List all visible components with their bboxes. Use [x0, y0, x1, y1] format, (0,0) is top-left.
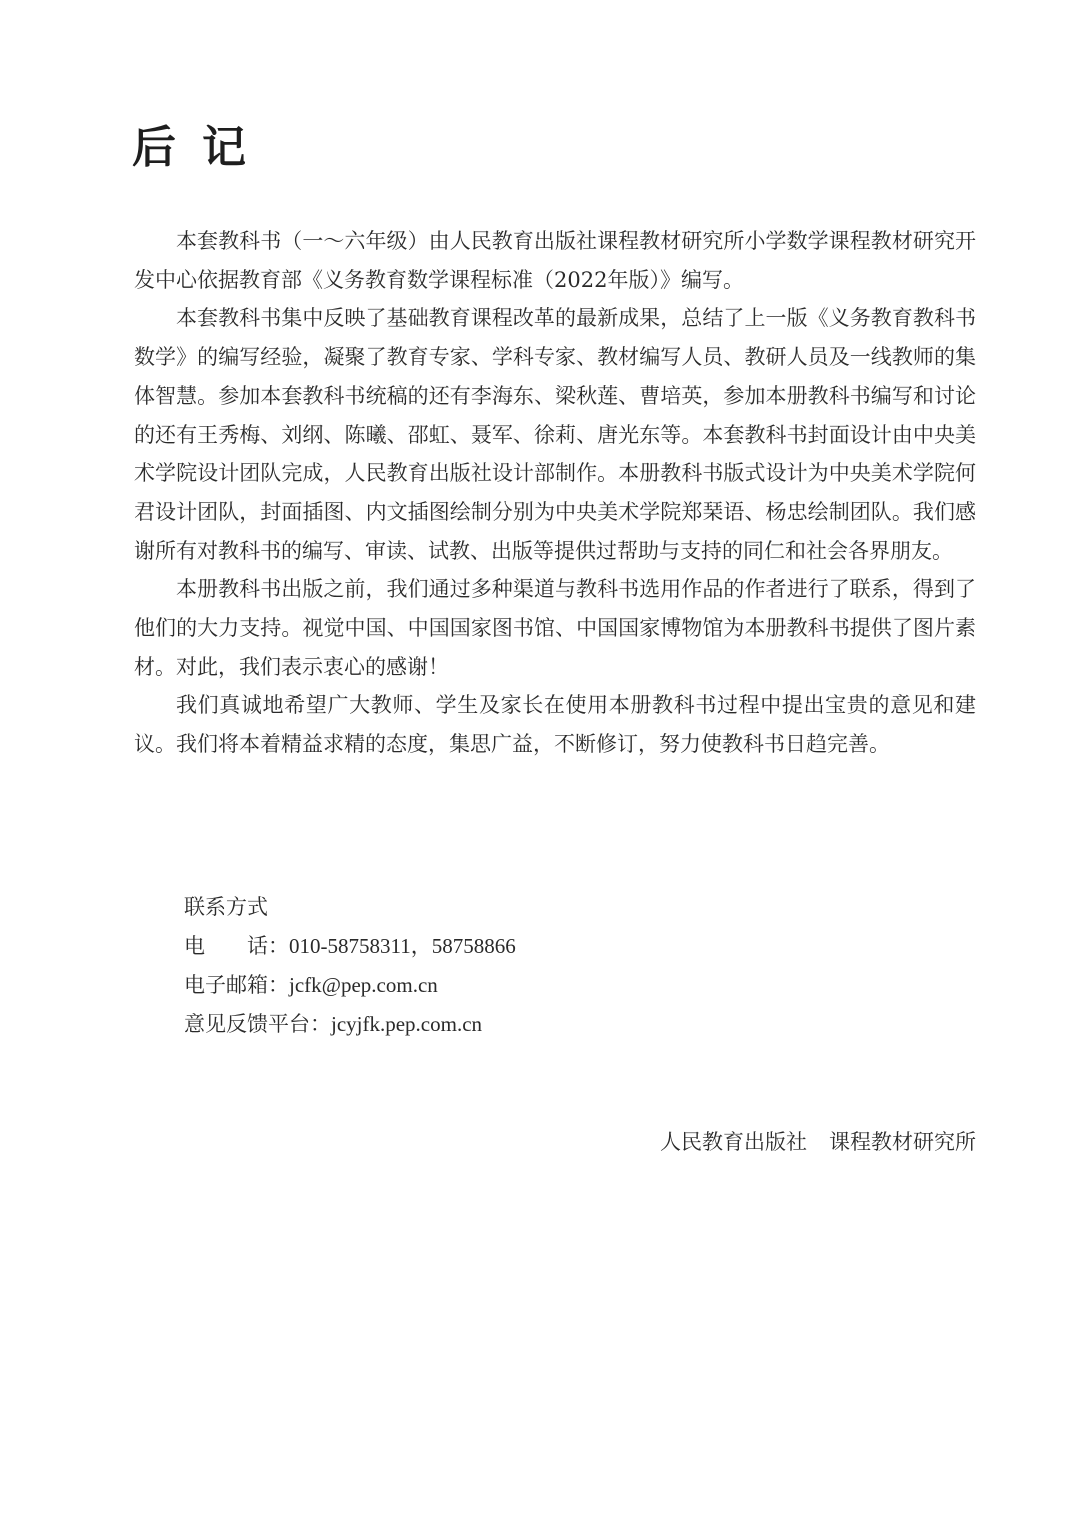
contact-phone	[184, 927, 784, 966]
phone-label: 电 话	[184, 934, 268, 958]
paragraph-4: 我们真诚地希望广大教师、学生及家长在使用本册教科书过程中提出宝贵的意见和建议。我们将本着精益求精的态度，集思广益，不断修订，努力使教科书日趋完善。	[134, 693, 976, 757]
paragraph-3: 本册教科书出版之前，我们通过多种渠道与教科书选用作品的作者进行了联系，得到了他们的大力支持。视觉中国、中国国家图书馆、中国国家博物馆为本册教科书提供了图片素材。对此，我们表示衷心的感谢！	[134, 577, 976, 679]
afterword-body	[134, 222, 997, 764]
email-label: 电子邮箱	[184, 973, 268, 997]
signature-publisher: 人民教育出版社	[660, 1130, 807, 1154]
feedback-value: ：jcyjfk.pep.com.cn	[310, 1012, 483, 1036]
contact-heading: 联系方式	[184, 895, 268, 919]
paragraph-1: 本套教科书（一～六年级）由人民教育出版社课程教材研究所小学数学课程教材研究开发中心依据教育部《义务教育数学课程标准（2022年版）》编写。	[134, 229, 976, 292]
phone-value: ：010-58758311，58758866	[268, 934, 516, 958]
contact-email	[184, 966, 784, 1005]
email-value: ：jcfk@pep.com.cn	[268, 973, 438, 997]
paragraph-2: 本套教科书集中反映了基础教育课程改革的最新成果，总结了上一版《义务教育教科书 数学》的编写经验，凝聚了教育专家、学科专家、教材编写人员、教研人员及一线教师的集体智慧。参加本套教科书统稿的还有李海东、梁秋莲、曹培英，参加本册教科书编写和讨论的还有王秀梅、刘纲、陈曦、邵虹、聂军、徐莉、唐光东等。本套教科书封面设计由中央美术学院设计团队完成，人民教育出版社设计部制作。本册教科书版式设计为中央美术学院何君设计团队，封面插图、内文插图绘制分别为中央美术学院郑琹语、杨忠绘制团队。我们感谢所有对教科书的编写、审读、试教、出版等提供过帮助与支持的同仁和社会各界朋友。	[134, 306, 997, 563]
signature	[660, 1123, 976, 1162]
page-title: 后记	[132, 122, 272, 173]
signature-institute: 课程教材研究所	[829, 1130, 976, 1154]
contact-block	[184, 888, 784, 1044]
contact-feedback	[184, 1005, 784, 1044]
feedback-label: 意见反馈平台	[184, 1012, 310, 1036]
